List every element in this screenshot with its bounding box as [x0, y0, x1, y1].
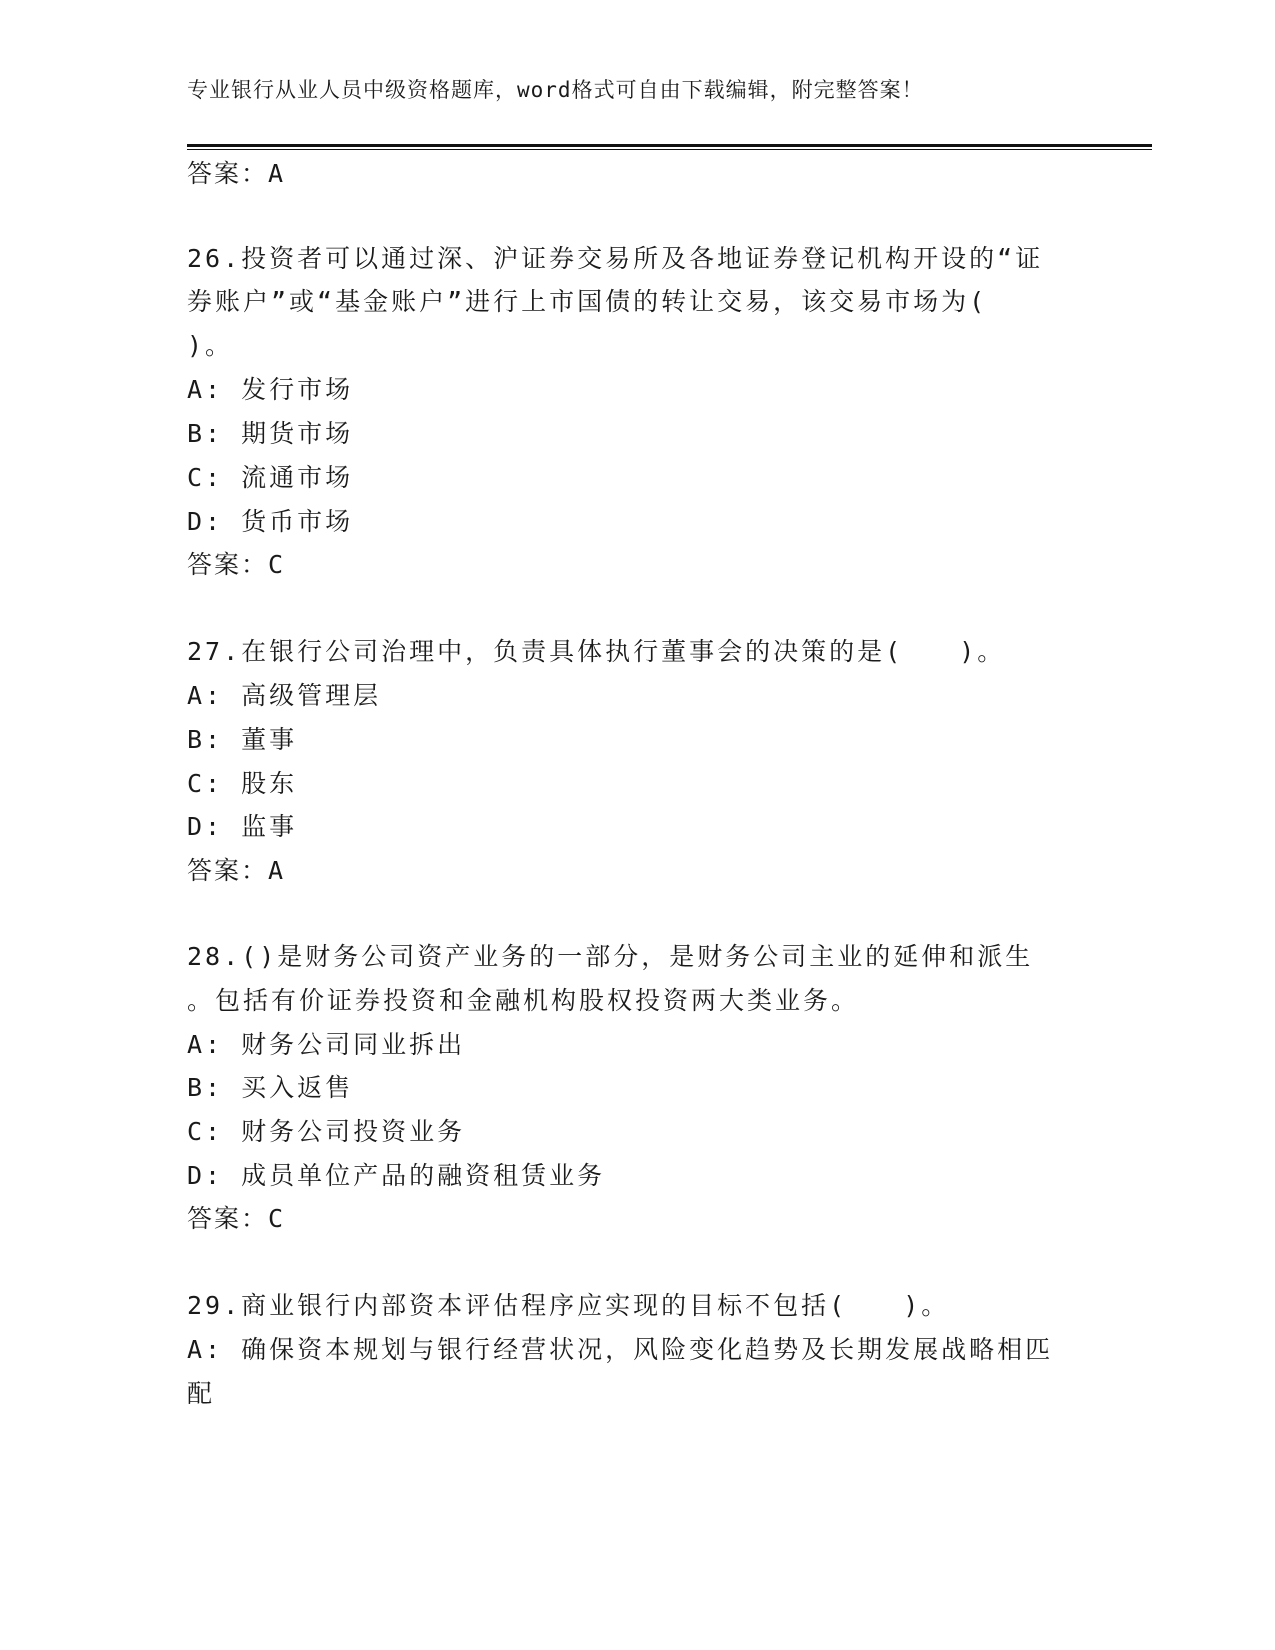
- question-text: 27.在银行公司治理中，负责具体执行董事会的决策的是( )。: [187, 637, 1006, 666]
- answer-value: C: [268, 550, 286, 579]
- question-text: 券账户”或“基金账户”进行上市国债的转让交易，该交易市场为(: [187, 287, 988, 316]
- answer-label: 答案：: [187, 1204, 269, 1233]
- question-text: 28.()是财务公司资产业务的一部分，是财务公司主业的延伸和派生: [187, 942, 1034, 971]
- answer-line: [187, 547, 285, 583]
- question-text: 29.商业银行内部资本评估程序应实现的目标不包括( )。: [187, 1291, 950, 1320]
- question-text: 。包括有价证券投资和金融机构股权投资两大类业务。: [187, 986, 860, 1015]
- answer-line: [187, 853, 285, 889]
- option-a: A: 确保资本规划与银行经营状况，风险变化趋势及长期发展战略相匹: [187, 1335, 1054, 1364]
- option-c: C: 流通市场: [187, 463, 354, 492]
- answer-value: C: [268, 1204, 286, 1233]
- header-rule-thick: [187, 144, 1152, 147]
- option-b: B: 董事: [187, 725, 298, 754]
- option-b: B: 买入返售: [187, 1073, 354, 1102]
- page-header: 专业银行从业人员中级资格题库，word格式可自由下载编辑，附完整答案！: [187, 78, 924, 102]
- option-a: A: 发行市场: [187, 375, 354, 404]
- option-a: A: 高级管理层: [187, 681, 382, 710]
- answer-line: [187, 156, 285, 192]
- option-d: D: 监事: [187, 812, 298, 841]
- header-rule-thin: [187, 149, 1152, 150]
- answer-label: 答案：: [187, 856, 269, 885]
- option-d: D: 成员单位产品的融资租赁业务: [187, 1161, 606, 1190]
- option-c: C: 财务公司投资业务: [187, 1117, 466, 1146]
- question-text: 26.投资者可以通过深、沪证券交易所及各地证券登记机构开设的“证: [187, 244, 1044, 273]
- answer-line: [187, 1201, 285, 1237]
- option-d: D: 货币市场: [187, 507, 354, 536]
- header-rule: [187, 144, 1152, 151]
- option-a-continued: 配: [187, 1379, 216, 1408]
- question-text: )。: [187, 331, 234, 360]
- answer-value: A: [268, 856, 286, 885]
- option-c: C: 股东: [187, 769, 298, 798]
- answer-label: 答案：: [187, 550, 269, 579]
- answer-value: A: [268, 159, 286, 188]
- answer-label: 答案：: [187, 159, 269, 188]
- option-a: A: 财务公司同业拆出: [187, 1030, 466, 1059]
- option-b: B: 期货市场: [187, 419, 354, 448]
